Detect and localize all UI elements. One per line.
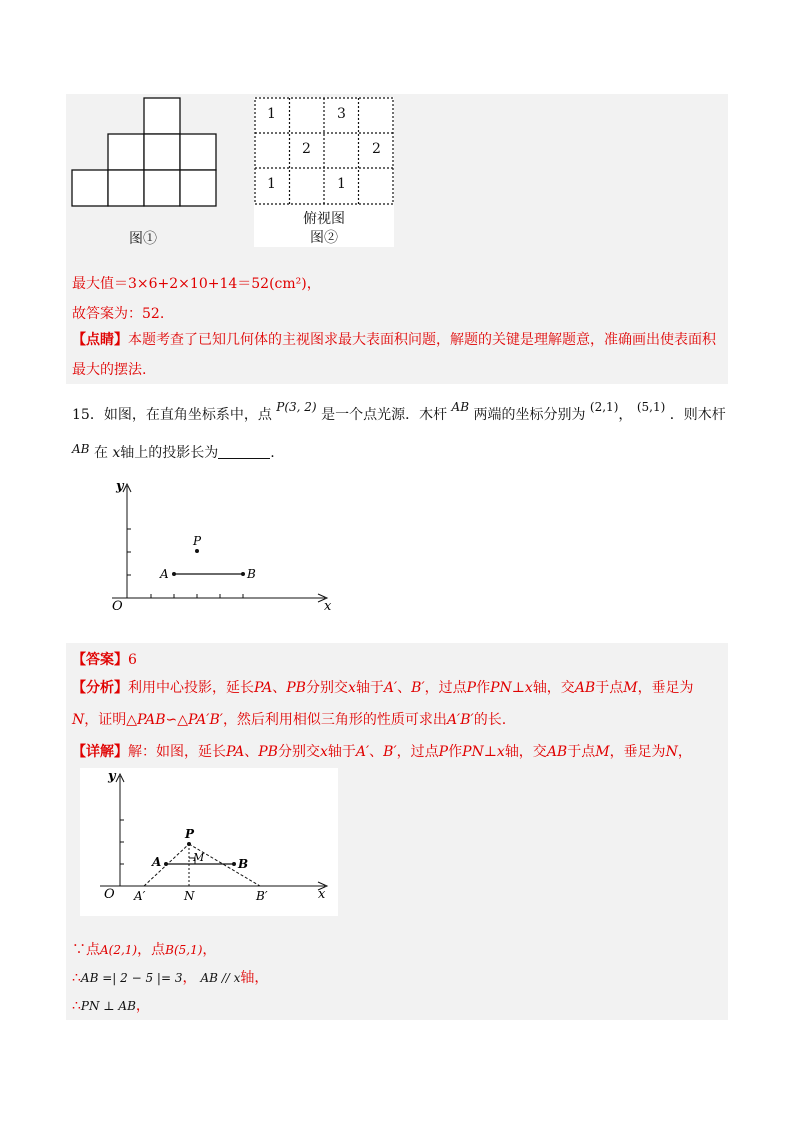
- comment-line-1: [72, 330, 716, 350]
- point-a-label: A: [152, 855, 162, 869]
- segment-pa: PA: [254, 680, 273, 696]
- detail-text: 轴，交: [504, 744, 547, 760]
- figure-1-front-view: [66, 94, 246, 244]
- problem-15-end: .: [270, 445, 275, 461]
- detail-text: 、: [369, 744, 384, 760]
- point-m: M: [623, 680, 638, 696]
- analysis-line-1: [72, 678, 694, 698]
- analysis-text: 的长.: [473, 712, 507, 728]
- segment-ab: AB: [546, 744, 568, 760]
- figure-2-top-view: [254, 97, 394, 247]
- detail-text: 分别交: [277, 744, 320, 760]
- detail-text: ，: [677, 744, 692, 760]
- detail-text: 作: [448, 744, 463, 760]
- analysis-text: 、: [272, 680, 287, 696]
- top-view-cell: 1: [267, 176, 276, 192]
- figure-2-caption: 图②: [310, 230, 338, 246]
- y-axis-label: y: [108, 769, 116, 784]
- point-p: P: [438, 744, 449, 760]
- segment-pb: PB: [286, 680, 306, 696]
- analysis-text: ，证明: [84, 712, 127, 728]
- problem-15-text-3: ．则木杆: [669, 407, 726, 423]
- analysis-text: 作: [476, 680, 491, 696]
- top-view-label: 俯视图: [303, 211, 345, 227]
- rod-ab-label-2: AB: [72, 442, 90, 456]
- segment-ab: AB: [574, 680, 596, 696]
- top-view-cell: 2: [372, 141, 381, 157]
- point-a-prime: A′: [383, 680, 398, 696]
- top-view-cell: 2: [302, 141, 311, 157]
- point-p-label: P: [193, 534, 202, 548]
- point-b-coord: B(5,1): [165, 943, 203, 957]
- analysis-text: ，过点: [424, 680, 467, 696]
- point-b-dot: [241, 572, 245, 576]
- point-a-prime-label: A′: [134, 889, 146, 903]
- detail-text: 解：如图，延长: [128, 744, 226, 760]
- x-axis-label: x: [324, 599, 332, 614]
- analysis-text: 分别交: [305, 680, 348, 696]
- point-p: P: [466, 680, 477, 696]
- coordinate-graph-1: [100, 478, 340, 618]
- step-text: ∴: [72, 970, 81, 986]
- point-m: M: [595, 744, 610, 760]
- detail-text: 轴于: [327, 744, 356, 760]
- analysis-tag: 【分析】: [72, 680, 128, 696]
- point-n: N: [665, 744, 678, 760]
- step-line-1: [72, 940, 216, 960]
- coord-separator: ，: [618, 407, 633, 423]
- point-p-label: P: [185, 827, 195, 841]
- point-p-coord: P(3, 2): [276, 400, 317, 414]
- point-m-label: M: [193, 851, 205, 864]
- problem-15-number: 15．如图，在直角坐标系中，点: [72, 407, 272, 423]
- step-line-2: [72, 968, 268, 988]
- origin-label: O: [112, 599, 123, 614]
- point-b-label: B: [247, 567, 256, 581]
- answer-line-14: 故答案为：52.: [72, 306, 165, 322]
- comment-text-1: 本题考查了已知几何体的主视图求最大表面积问题，解题的关键是理解题意，准确画出使表面积: [128, 332, 716, 348]
- figure-1-caption: 图①: [129, 231, 157, 247]
- ab-parallel-x: AB // x: [200, 971, 241, 985]
- top-view-cell: 3: [337, 106, 346, 122]
- point-p-dot: [187, 842, 191, 846]
- ab-length-equation: AB =| 2 − 5 |= 3: [80, 971, 183, 985]
- x-var: x: [524, 680, 533, 696]
- similar-triangles: △PAB∽△PA′B′: [126, 712, 223, 728]
- segment-pn: PN: [490, 680, 512, 696]
- analysis-text: ，垂足为: [637, 680, 694, 696]
- point-b-label: B: [238, 857, 249, 871]
- top-view-cell: 1: [337, 176, 346, 192]
- problem-15-line-2: [72, 443, 275, 463]
- point-b-prime: B′: [383, 744, 397, 760]
- answer-line-15: [72, 650, 137, 670]
- analysis-line-2: [72, 710, 506, 730]
- top-view-cell: 1: [267, 106, 276, 122]
- answer-tag: 【答案】: [72, 652, 128, 668]
- analysis-text: 轴于: [355, 680, 384, 696]
- pn-perp-ab: PN ⊥ AB: [80, 999, 136, 1013]
- origin-label: O: [104, 887, 115, 902]
- coordinate-graph-2: [80, 768, 338, 916]
- point-a-dot: [172, 572, 176, 576]
- problem-15-text-1: 是一个点光源．木杆: [321, 407, 448, 423]
- detail-text: ⊥: [483, 744, 497, 760]
- step-text: 轴，: [240, 970, 269, 986]
- segment-pa: PA: [226, 744, 245, 760]
- point-b-prime: B′: [411, 680, 425, 696]
- analysis-text: 、: [397, 680, 412, 696]
- problem-15-text-5: 轴上的投影长为: [120, 445, 219, 461]
- step-text: ，: [135, 998, 150, 1014]
- point-a-prime: A′: [355, 744, 370, 760]
- point-a-dot: [164, 862, 168, 866]
- point-b-dot: [232, 862, 236, 866]
- y-axis-label: y: [116, 479, 124, 494]
- answer-value: 6: [128, 652, 137, 668]
- x-axis-label: x: [318, 887, 326, 902]
- analysis-text: 利用中心投影，延长: [128, 680, 254, 696]
- point-p-dot: [195, 549, 199, 553]
- segment-a-prime-b-prime: A′B′: [446, 712, 474, 728]
- analysis-text: 轴，交: [532, 680, 575, 696]
- x-var: x: [496, 744, 505, 760]
- step-line-3: [72, 996, 150, 1016]
- x-var: x: [319, 744, 328, 760]
- detail-text: 、: [244, 744, 259, 760]
- problem-15-line-1: [72, 400, 726, 425]
- step-text: ，点: [137, 942, 166, 958]
- answer-blank: [218, 444, 270, 459]
- step-text: ∴: [72, 998, 81, 1014]
- detail-text: 于点: [567, 744, 596, 760]
- detail-line-1: [72, 742, 692, 762]
- segment-pn: PN: [462, 744, 484, 760]
- rod-ab-label: AB: [451, 400, 470, 414]
- point-n-label: N: [184, 889, 195, 903]
- max-value-line: 最大值＝3×6+2×10+14＝52(cm²)，: [72, 276, 321, 292]
- detail-text: ，垂足为: [609, 744, 666, 760]
- analysis-text: ，然后利用相似三角形的性质可求出: [222, 712, 447, 728]
- analysis-text: ⊥: [511, 680, 525, 696]
- detail-text: ，过点: [396, 744, 439, 760]
- comment-line-2: 最大的摆法.: [72, 362, 147, 378]
- point-a-coord: A(2,1): [100, 943, 138, 957]
- point-b-prime-label: B′: [256, 889, 268, 903]
- point-n: N: [72, 712, 85, 728]
- problem-15-text-4: 在: [93, 445, 108, 461]
- problem-15-text-2: 两端的坐标分别为: [473, 407, 586, 423]
- analysis-text: 于点: [595, 680, 624, 696]
- step-text: ，: [202, 942, 217, 958]
- coord-a: (2,1): [589, 400, 619, 414]
- coord-b: (5,1): [636, 400, 666, 414]
- x-axis-var: x: [112, 445, 121, 461]
- step-text: ，: [182, 970, 197, 986]
- step-text: ∵点: [72, 942, 100, 958]
- comment-tag: 【点睛】: [72, 332, 128, 348]
- segment-pb: PB: [258, 744, 278, 760]
- x-var: x: [347, 680, 356, 696]
- detail-tag: 【详解】: [72, 744, 128, 760]
- point-a-label: A: [160, 567, 169, 581]
